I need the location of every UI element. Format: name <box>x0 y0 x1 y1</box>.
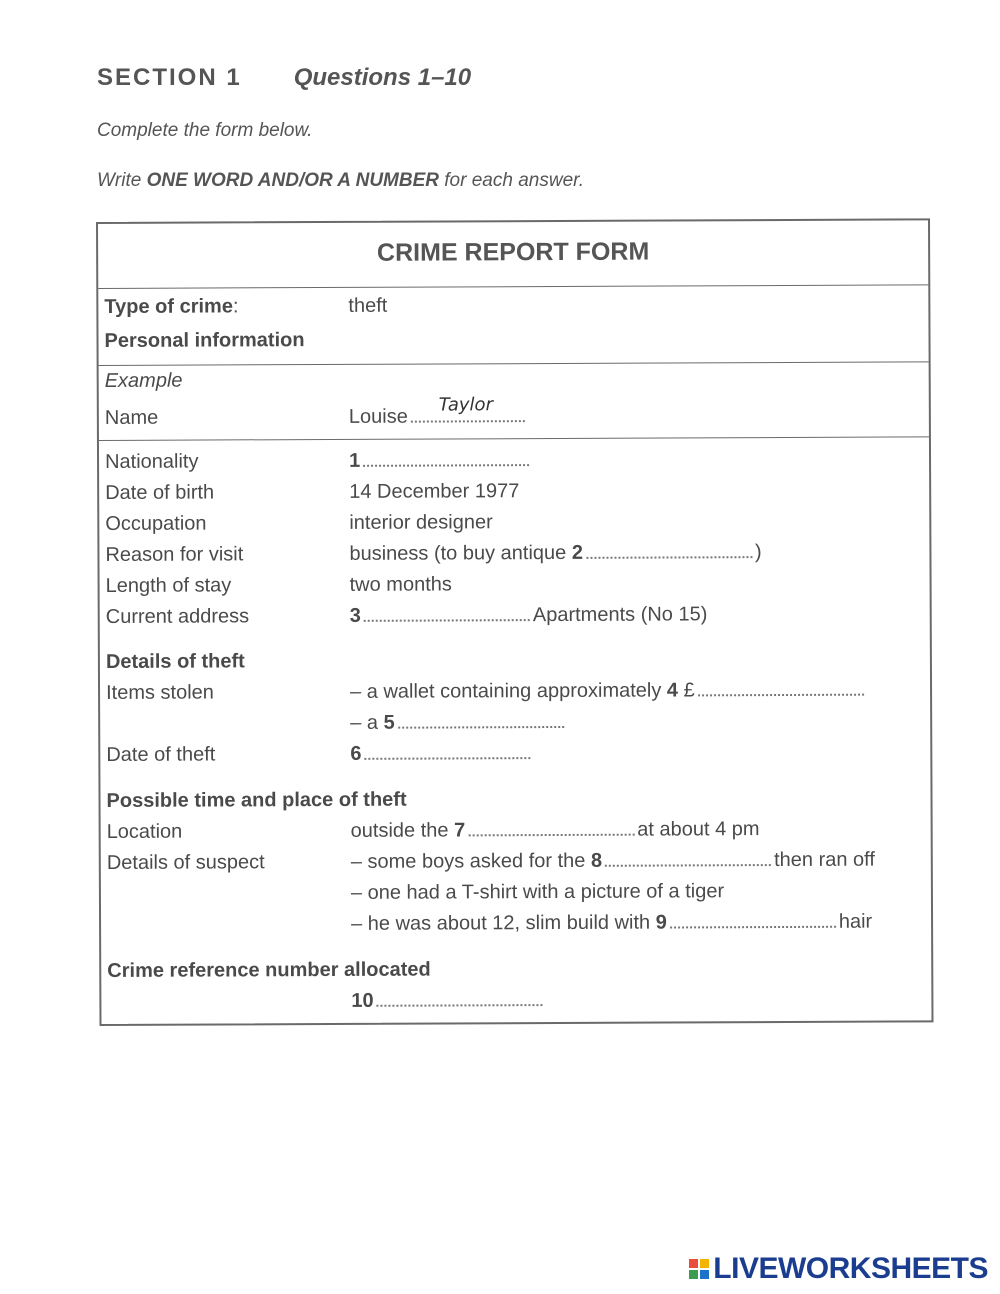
crime-report-form <box>96 218 934 1026</box>
liveworksheets-logo <box>689 1252 988 1286</box>
occupation-value: interior designer <box>349 511 493 534</box>
suspect2-row <box>107 879 931 909</box>
instruction-bold: ONE WORD AND/OR A NUMBER <box>146 170 439 191</box>
instruction-write <box>97 170 584 192</box>
item2-row <box>106 709 930 739</box>
brand-mark-icon <box>689 1259 709 1279</box>
question-number: 3 <box>349 604 361 627</box>
currency-symbol: £ <box>683 679 695 702</box>
answer-blank-1[interactable] <box>363 452 529 467</box>
questions-label: Questions 1–10 <box>293 64 472 91</box>
date-row <box>106 740 930 770</box>
divider <box>99 436 929 441</box>
example-row <box>105 366 929 396</box>
dob-label: Date of birth <box>105 481 215 504</box>
reason-pre: business (to buy antique <box>349 541 567 565</box>
suspect1-post: then ran off <box>774 848 875 872</box>
name-value <box>348 394 528 429</box>
question-number: 10 <box>351 989 374 1012</box>
address-label: Current address <box>105 605 250 628</box>
answer-blank-3[interactable] <box>364 607 530 622</box>
location-label: Location <box>106 820 183 843</box>
reference-heading <box>107 956 931 986</box>
location-row <box>107 817 931 847</box>
brand-text: LIVEWORKSHEETS <box>713 1252 988 1285</box>
answer-blank-10[interactable] <box>377 992 543 1007</box>
name-row <box>104 394 929 433</box>
answer-blank-7[interactable] <box>468 822 634 837</box>
reference-heading-text: Crime reference number allocated <box>107 958 431 982</box>
question-number: 8 <box>590 849 603 872</box>
occupation-label: Occupation <box>105 512 207 535</box>
date-label: Date of theft <box>106 743 216 766</box>
nationality-row <box>105 447 929 477</box>
type-label: Type of crime <box>104 295 233 318</box>
question-number: 6 <box>350 742 362 765</box>
items-label: Items stolen <box>106 681 214 704</box>
stay-value: two months <box>349 573 452 596</box>
question-number: 2 <box>571 541 583 564</box>
type-of-crime-row <box>104 292 928 322</box>
name-label: Name <box>104 406 159 429</box>
personal-heading-text: Personal information <box>104 329 305 352</box>
reason-label: Reason for visit <box>105 543 244 566</box>
question-number: 1 <box>348 449 361 472</box>
name-first: Louise <box>348 405 408 428</box>
answer-blank-9[interactable] <box>670 914 836 929</box>
type-colon: : <box>232 295 239 318</box>
location-pre: outside the <box>350 819 449 842</box>
answer-blank-6[interactable] <box>364 745 530 760</box>
theft-heading-text: Details of theft <box>105 650 245 673</box>
possible-heading <box>106 786 930 816</box>
suspect-label: Details of suspect <box>106 851 265 874</box>
suspect1-pre: – some boys asked for the <box>350 849 586 873</box>
name-answer-slot <box>411 394 525 422</box>
question-number: 5 <box>383 711 395 734</box>
answer-blank-5[interactable] <box>398 714 564 729</box>
divider <box>99 361 929 366</box>
instruction-complete: Complete the form below. <box>97 120 313 141</box>
answer-blank-8[interactable] <box>605 852 771 867</box>
suspect3-pre: – he was about 12, slim build with <box>351 911 651 935</box>
answer-blank-4[interactable] <box>698 682 864 697</box>
type-value: theft <box>348 294 388 317</box>
location-post: at about 4 pm <box>637 818 760 841</box>
item2-pre: – a <box>350 711 379 734</box>
address-row <box>106 602 930 632</box>
question-number: 4 <box>666 679 679 702</box>
stay-row <box>106 571 930 601</box>
dob-row <box>105 478 929 508</box>
divider <box>98 284 928 289</box>
item1-pre: – a wallet containing approximately <box>350 679 662 703</box>
form-title: CRIME REPORT FORM <box>376 237 650 267</box>
possible-heading-text: Possible time and place of theft <box>106 788 407 812</box>
theft-heading <box>106 647 930 677</box>
reason-post: ) <box>754 541 762 564</box>
nationality-label: Nationality <box>104 450 199 473</box>
personal-heading <box>104 326 928 356</box>
instruction-pre: Write <box>97 170 147 191</box>
suspect3-row <box>107 910 931 940</box>
section-label: SECTION 1 <box>97 64 242 91</box>
answer-blank-2[interactable] <box>586 544 752 559</box>
question-number: 7 <box>454 819 466 842</box>
question-number: 9 <box>655 911 667 934</box>
dob-value: 14 December 1977 <box>349 480 520 503</box>
reference-row <box>107 987 931 1017</box>
reason-row <box>105 540 929 570</box>
suspect2-text: – one had a T-shirt with a picture of a tiger <box>350 880 725 904</box>
name-answer: Taylor <box>438 394 493 416</box>
occupation-row <box>105 509 929 539</box>
address-post: Apartments (No 15) <box>532 603 708 627</box>
example-label: Example <box>104 369 183 392</box>
suspect3-post: hair <box>838 910 873 933</box>
stay-label: Length of stay <box>105 574 232 597</box>
instruction-post: for each answer. <box>439 170 585 191</box>
section-header <box>97 64 471 92</box>
items-row <box>106 678 930 708</box>
suspect-row <box>107 848 931 878</box>
